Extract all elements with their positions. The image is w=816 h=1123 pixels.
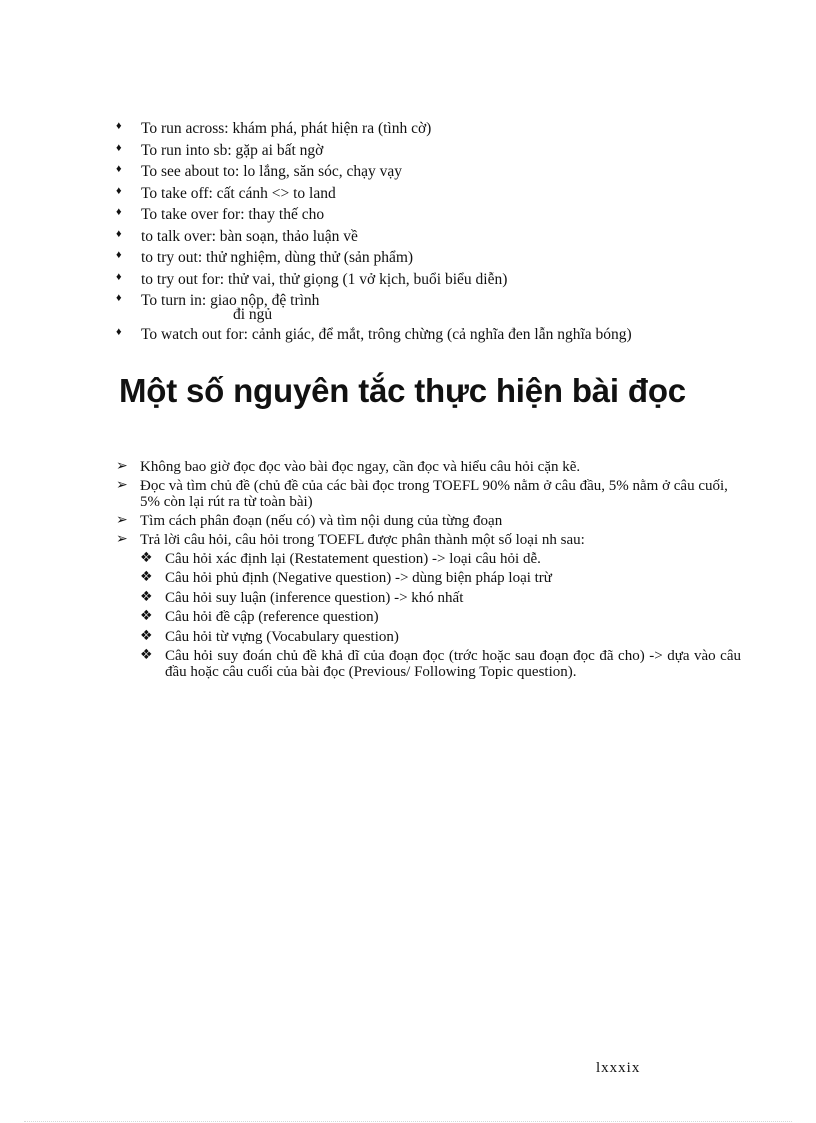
list-item — [116, 226, 756, 248]
list-item — [116, 649, 741, 680]
section-heading: Một số nguyên tắc thực hiện bài đọc — [119, 372, 686, 409]
list-item — [116, 460, 741, 476]
list-item — [116, 183, 756, 205]
list-item-subtext: đi ngủ — [233, 305, 273, 323]
arrowhead-bullet-icon: ➢ — [116, 458, 128, 474]
diamond-bullet-icon: ♦ — [116, 325, 122, 338]
page-bottom-divider — [24, 1121, 792, 1122]
list-item — [116, 161, 756, 183]
list-item-text: to talk over: bàn soạn, thảo luận về — [141, 227, 358, 245]
list-item-text: Câu hỏi xác định lại (Restatement question) -> loại câu hỏi dễ. — [165, 550, 541, 567]
list-item-text: Câu hỏi từ vựng (Vocabulary question) — [165, 628, 399, 645]
list-item-text: Không bao giờ đọc đọc vào bài đọc ngay, cần đọc và hiểu câu hỏi cặn kẽ. — [140, 459, 581, 475]
list-item — [116, 204, 756, 226]
list-item-text: To turn in: giao nộp, đệ trình — [141, 292, 320, 309]
list-item-text: to try out for: thử vai, thử giọng (1 vở kịch, buổi biểu diễn) — [141, 270, 508, 288]
four-diamond-bullet-icon: ❖ — [140, 608, 153, 624]
list-item — [116, 571, 741, 587]
diamond-bullet-icon: ♦ — [116, 206, 122, 218]
list-item — [116, 118, 756, 140]
four-diamond-bullet-icon: ❖ — [140, 549, 153, 566]
list-item — [116, 479, 741, 510]
list-item-text: to try out: thử nghiệm, dùng thử (sản phẩm) — [141, 249, 414, 266]
list-item — [116, 530, 741, 549]
diamond-bullet-icon: ♦ — [116, 292, 122, 304]
list-item-text: Câu hỏi suy luận (inference question) -> khó nhất — [165, 589, 464, 606]
list-item — [116, 610, 741, 626]
list-item-text: Đọc và tìm chủ đề (chủ đề của các bài đọc trong TOEFL 90% nằm ở câu đầu, 5% nằm ở câu cuối, 5% còn lại rút ra từ toàn bài) — [140, 478, 728, 510]
arrowhead-bullet-icon: ➢ — [116, 477, 128, 493]
list-item — [116, 140, 756, 162]
diamond-bullet-icon: ♦ — [116, 249, 122, 261]
list-item-text: To take over for: thay thế cho — [141, 206, 325, 223]
four-diamond-bullet-icon: ❖ — [140, 647, 153, 663]
list-item-text: To see about to: lo lắng, săn sóc, chạy vạy — [141, 163, 403, 180]
list-item-text: To watch out for: cảnh giác, để mắt, trông chừng (cả nghĩa đen lẫn nghĩa bóng) — [141, 325, 632, 343]
arrowhead-bullet-icon: ➢ — [116, 511, 128, 528]
list-item-text: Tìm cách phân đoạn (nếu có) và tìm nội dung của từng đoạn — [140, 512, 503, 529]
four-diamond-bullet-icon: ❖ — [140, 627, 153, 644]
four-diamond-bullet-icon: ❖ — [140, 588, 153, 605]
phrasal-verb-list — [116, 118, 756, 345]
list-item-text: Câu hỏi suy đoán chủ đề khả dĩ của đoạn đọc (trớc hoặc sau đoạn đọc đã cho) -> dựa vào câu đầu hoặc câu cuối của bài đọc (Previous/ Following Topic question). — [165, 648, 741, 680]
arrowhead-bullet-icon: ➢ — [116, 530, 128, 547]
question-type-list — [116, 549, 741, 681]
list-item — [116, 549, 741, 568]
list-item — [116, 511, 741, 530]
list-item-text: Câu hỏi phủ định (Negative question) -> dùng biện pháp loại trừ — [165, 570, 552, 586]
reading-rules-list — [116, 460, 741, 684]
list-item — [116, 247, 756, 269]
diamond-bullet-icon: ♦ — [116, 120, 122, 132]
list-item — [116, 324, 756, 346]
diamond-bullet-icon: ♦ — [116, 184, 122, 197]
page-number: lxxxix — [596, 1060, 641, 1076]
list-item-text: Câu hỏi đề cập (reference question) — [165, 609, 379, 625]
list-item-text: To run across: khám phá, phát hiện ra (tình cờ) — [141, 120, 432, 137]
list-item-text: To take off: cất cánh <> to land — [141, 184, 336, 202]
diamond-bullet-icon: ♦ — [116, 141, 122, 154]
list-item — [116, 269, 756, 291]
list-item — [116, 588, 741, 607]
diamond-bullet-icon: ♦ — [116, 227, 122, 240]
four-diamond-bullet-icon: ❖ — [140, 569, 153, 585]
list-item — [116, 627, 741, 646]
list-item-text: Trả lời câu hỏi, câu hỏi trong TOEFL được phân thành một số loại nh sau: — [140, 531, 585, 548]
diamond-bullet-icon: ♦ — [116, 163, 122, 175]
list-item — [116, 290, 756, 322]
list-item-text: To run into sb: gặp ai bất ngờ — [141, 141, 324, 159]
diamond-bullet-icon: ♦ — [116, 270, 122, 283]
